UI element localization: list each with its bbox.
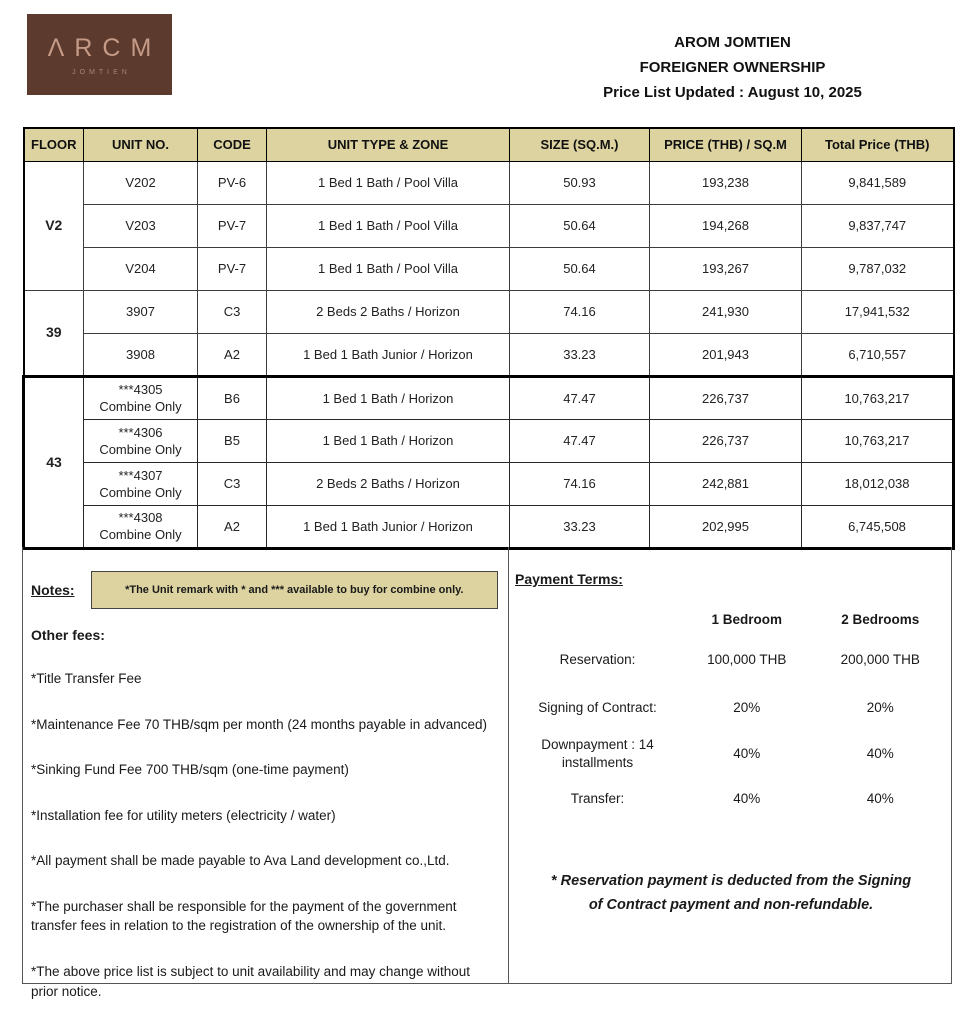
payment-value-2bed: 200,000 THB [840,652,920,668]
floor-group-39 [24,290,954,376]
size-cell: 50.93 [510,161,650,204]
type-zone-cell: 2 Beds 2 Baths / Horizon [267,290,510,333]
payment-value-1bed: 20% [733,700,761,716]
payment-label: Signing of Contract: [538,700,657,716]
code-cell: C3 [198,290,267,333]
unit-no: ***4306 [118,424,163,440]
table-row [24,161,954,204]
fee-list [31,669,498,1001]
document-header [545,30,920,105]
code-cell: A2 [198,505,267,548]
notes-column [23,547,509,999]
fee-item: *The above price list is subject to unit availability and may change without prior notice. [31,963,470,999]
table-row [24,204,954,247]
size-cell: 74.16 [510,462,650,505]
size-cell: 50.64 [510,247,650,290]
unit-no-cell [84,505,198,548]
fee-item: *Sinking Fund Fee 700 THB/sqm (one-time payment) [31,762,349,778]
table-row [24,462,954,505]
code-cell: B6 [198,376,267,419]
unit-no-cell [84,161,198,204]
size-cell: 47.47 [510,419,650,462]
total-price-cell: 6,710,557 [802,333,954,376]
payment-value-1bed: 40% [733,745,761,761]
price-sqm-cell: 226,737 [650,419,802,462]
type-zone-cell: 1 Bed 1 Bath / Horizon [267,419,510,462]
payment-label: Transfer: [570,791,625,807]
unit-no-cell [84,204,198,247]
type-zone-cell: 1 Bed 1 Bath / Pool Villa [267,161,510,204]
code-cell: PV-7 [198,204,267,247]
size-cell: 33.23 [510,505,650,548]
unit-no-cell [84,290,198,333]
size-cell: 50.64 [510,204,650,247]
table-row [24,247,954,290]
total-price-cell: 18,012,038 [802,462,954,505]
type-zone-cell: 1 Bed 1 Bath / Horizon [267,376,510,419]
col-1-bedroom: 1 Bedroom [711,612,782,627]
total-price-cell: 9,837,747 [802,204,954,247]
unit-no: V202 [125,175,156,190]
table-row [24,419,954,462]
price-sqm-cell: 242,881 [650,462,802,505]
col-header-unit-type-zone: UNIT TYPE & ZONE [267,128,510,161]
other-fees-heading: Other fees: [31,627,105,643]
unit-no-cell [84,247,198,290]
total-price-cell: 10,763,217 [802,376,954,419]
fee-item: *Installation fee for utility meters (electricity / water) [31,807,336,823]
table-row [24,333,954,376]
total-price-cell: 17,941,532 [802,290,954,333]
unit-no: V203 [125,218,156,233]
price-sqm-cell: 193,238 [650,161,802,204]
project-title: AROM JOMTIEN [674,34,791,51]
unit-no: V204 [125,261,156,276]
type-zone-cell: 1 Bed 1 Bath / Pool Villa [267,247,510,290]
ownership-type: FOREIGNER OWNERSHIP [639,59,826,76]
price-sqm-cell: 226,737 [650,376,802,419]
payment-row [515,736,947,772]
col-header-code: CODE [198,128,267,161]
col-2-bedrooms: 2 Bedrooms [841,612,920,627]
size-cell: 33.23 [510,333,650,376]
notes-heading: Notes: [31,582,75,598]
price-list-updated: Price List Updated : August 10, 2025 [603,84,862,101]
col-header-price-sqm: PRICE (THB) / SQ.M [650,128,802,161]
payment-value-1bed: 40% [733,791,761,807]
total-price-cell: 9,841,589 [802,161,954,204]
code-cell: B5 [198,419,267,462]
notes-header-row [31,571,498,609]
table-row [24,376,954,419]
payment-label: Downpayment : 14 installments [541,736,654,770]
floor-cell: V2 [24,161,84,290]
unit-no-cell [84,462,198,505]
type-zone-cell: 2 Beds 2 Baths / Horizon [267,462,510,505]
combine-only-note-box: *The Unit remark with * and *** available to buy for combine only. [91,571,498,609]
payment-row [515,790,947,808]
col-header-total-price: Total Price (THB) [802,128,954,161]
type-zone-cell: 1 Bed 1 Bath Junior / Horizon [267,505,510,548]
payment-terms-header-row [515,611,947,629]
price-sqm-cell: 193,267 [650,247,802,290]
unit-no-cell [84,376,198,419]
unit-note: Combine Only [99,399,182,414]
unit-note: Combine Only [99,484,182,500]
payment-row [515,651,947,669]
unit-no: ***4305 [118,382,163,397]
col-header-size: SIZE (SQ.M.) [510,128,650,161]
code-cell: A2 [198,333,267,376]
payment-terms-rows [515,629,947,808]
payment-value-2bed: 20% [866,700,894,716]
payment-value-2bed: 40% [866,745,894,761]
price-sqm-cell: 194,268 [650,204,802,247]
table-row [24,290,954,333]
floor-group-V2 [24,161,954,290]
payment-value-2bed: 40% [866,791,894,807]
price-sqm-cell: 241,930 [650,290,802,333]
payment-row [515,699,947,717]
floor-group-43 [24,376,954,548]
type-zone-cell: 1 Bed 1 Bath Junior / Horizon [267,333,510,376]
notes-and-payment-section [22,547,952,999]
unit-note: Combine Only [99,527,182,542]
size-cell: 47.47 [510,376,650,419]
floor-cell: 39 [24,290,84,376]
code-cell: PV-6 [198,161,267,204]
reservation-footnote: * Reservation payment is deducted from the Signing of Contract payment and non-refundable. [550,873,912,914]
price-sqm-cell: 202,995 [650,505,802,548]
unit-no: 3907 [126,304,155,319]
floor-cell: 43 [24,376,84,548]
unit-no: ***4307 [118,467,163,483]
unit-no-cell [84,419,198,462]
fee-item: *All payment shall be made payable to Ava Land development co.,Ltd. [31,853,450,869]
fee-item: *Title Transfer Fee [31,671,142,686]
payment-terms-column [509,547,951,983]
total-price-cell: 9,787,032 [802,247,954,290]
brand-wordmark: ΛRCM [47,33,162,62]
unit-no: 3908 [126,346,155,362]
type-zone-cell: 1 Bed 1 Bath / Pool Villa [267,204,510,247]
brand-logo [27,14,172,95]
payment-label: Reservation: [559,652,636,668]
unit-no: ***4308 [118,510,163,525]
price-table [22,127,955,550]
fee-item: *The purchaser shall be responsible for the payment of the government transfer fees in relation to the registration of the ownership of the unit. [31,898,457,934]
payment-value-1bed: 100,000 THB [707,652,787,668]
unit-no-cell [84,333,198,376]
table-header-row [24,128,954,161]
code-cell: PV-7 [198,247,267,290]
col-header-unit-no: UNIT NO. [84,128,198,161]
table-row [24,505,954,548]
total-price-cell: 10,763,217 [802,419,954,462]
unit-note: Combine Only [99,441,182,457]
col-header-floor: FLOOR [24,128,84,161]
price-sqm-cell: 201,943 [650,333,802,376]
size-cell: 74.16 [510,290,650,333]
brand-sublabel: JOMTIEN [72,68,131,76]
code-cell: C3 [198,462,267,505]
fee-item: *Maintenance Fee 70 THB/sqm per month (24 months payable in advanced) [31,716,488,732]
payment-terms-heading: Payment Terms: [515,571,623,587]
total-price-cell: 6,745,508 [802,505,954,548]
